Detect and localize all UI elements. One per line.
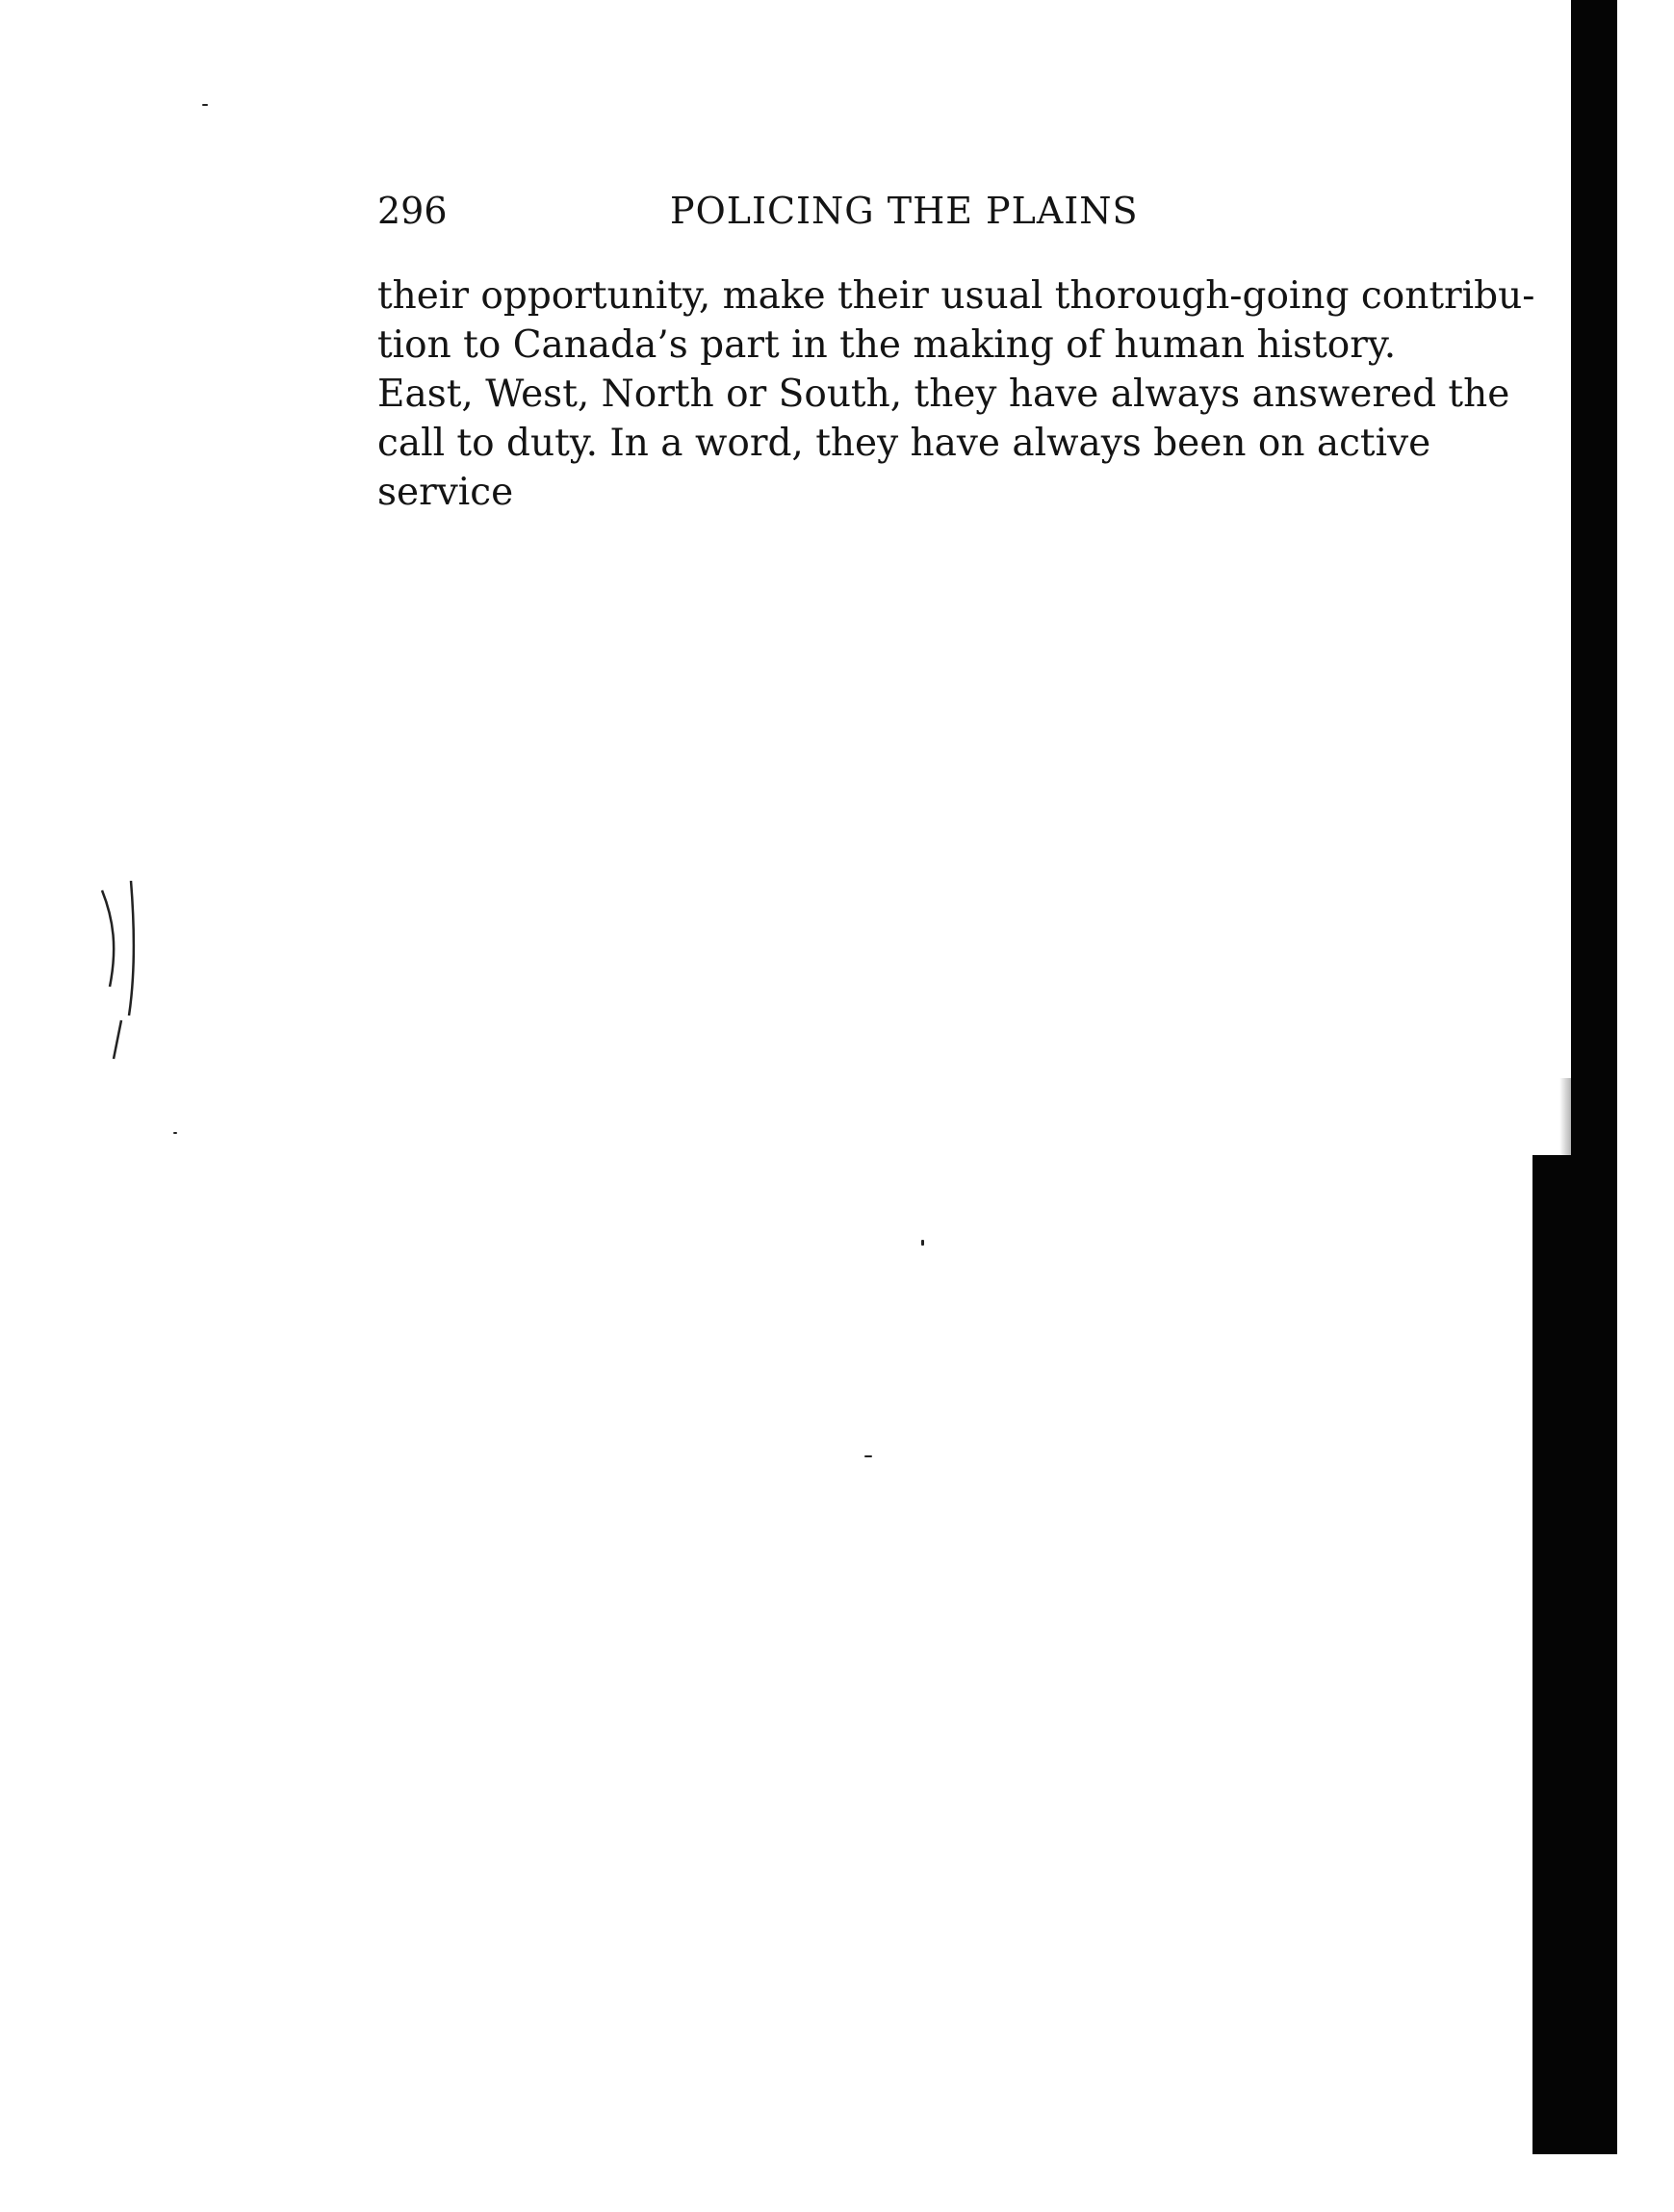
text-line-4: call to duty. In a word, they have always been on active xyxy=(377,422,1431,465)
paper-speck xyxy=(921,1240,924,1246)
binding-shadow-lower xyxy=(1532,1155,1617,2154)
paper-speck xyxy=(864,1455,872,1457)
text-line-3: East, West, North or South, they have always answered the xyxy=(377,373,1510,416)
text-line-2: tion to Canada’s part in the making of human history. xyxy=(377,323,1397,367)
running-title: POLICING THE PLAINS xyxy=(670,190,1139,232)
text-line-5: service xyxy=(377,471,514,514)
margin-scratch-marks xyxy=(96,881,154,1073)
text-line-1: their opportunity, make their usual thorough-going contribu- xyxy=(377,274,1535,318)
page-number: 296 xyxy=(377,190,448,232)
paper-speck xyxy=(173,1132,177,1134)
paper-speck xyxy=(202,104,208,106)
running-head xyxy=(377,189,1209,233)
body-paragraph xyxy=(377,271,1535,517)
